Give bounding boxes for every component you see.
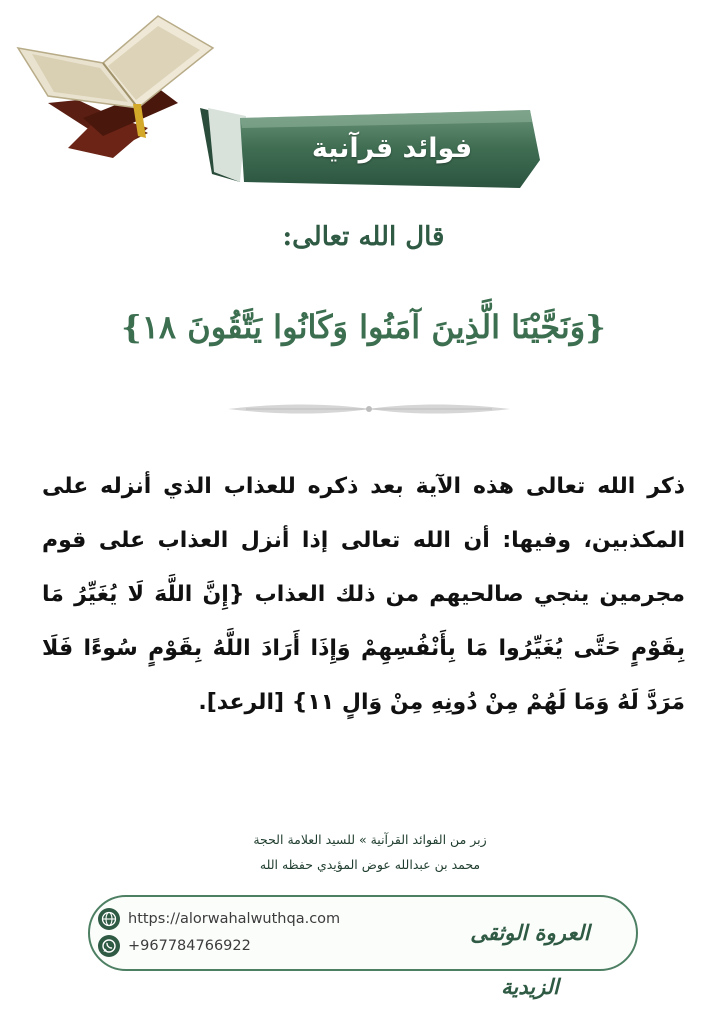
credit-line-1: زبر من الفوائد القرآنية » للسيد العلامة الحجة (253, 832, 487, 847)
quran-on-stand-icon (8, 8, 218, 158)
globe-icon (98, 908, 120, 930)
phone-row[interactable] (98, 933, 251, 959)
phone-number[interactable]: +967784766922 (128, 938, 251, 954)
commentary-text: ذكر الله تعالى هذه الآية بعد ذكره للعذاب الذي أنزله على المكذبين، وفيها: أن الله تعالى إذا أنزل العذاب على قوم مجرمين ينجي صالحيهم من ذلك العذاب {إِنَّ اللَّهَ لَا يُغَيِّرُ مَا بِقَوْمٍ حَتَّى يُغَيِّرُوا مَا بِأَنْفُسِهِمْ وَإِذَا أَرَادَ اللَّهُ بِقَوْمٍ سُوءًا فَلَا مَرَدَّ لَهُ وَمَا لَهُمْ مِنْ دُونِهِ مِنْ وَالٍ ١١} [الرعد]. (42, 474, 685, 715)
ornamental-divider (226, 398, 512, 420)
whatsapp-icon (98, 935, 120, 957)
website-row[interactable] (98, 906, 340, 932)
banner-title: فوائد قرآنية (311, 133, 473, 164)
verse-intro: قال الله تعالى: (282, 222, 445, 252)
website-link[interactable]: https://alorwahalwuthqa.com (128, 911, 341, 927)
organization-logo: العروة الوثقى الزيدية (470, 920, 590, 999)
quran-verse: {وَنَجَّيْنَا الَّذِينَ آمَنُوا وَكَانُوا يَتَّقُونَ ١٨} (121, 308, 606, 346)
credit-line-2: محمد بن عبدالله عوض المؤيدي حفظه الله (259, 857, 481, 872)
